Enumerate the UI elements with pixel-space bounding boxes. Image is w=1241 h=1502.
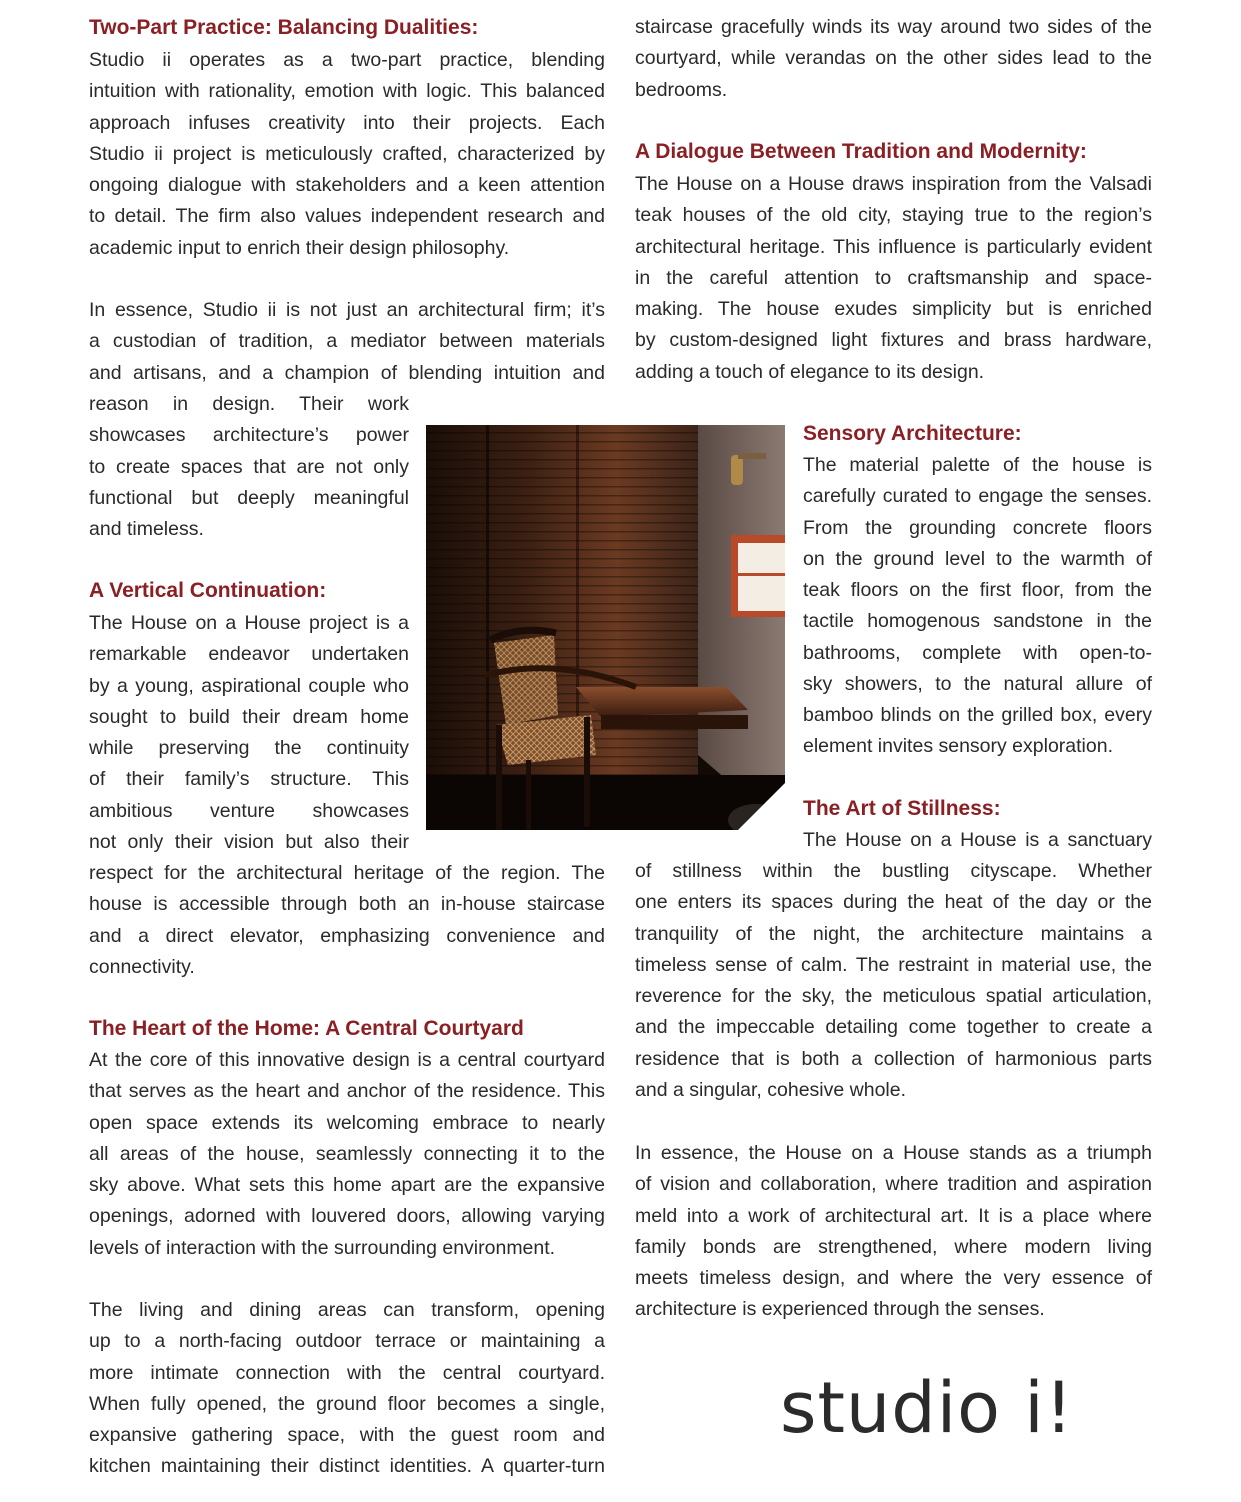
text-line: expansive gathering space, with the guest room and xyxy=(89,1424,605,1446)
text-line: ambitious venture showcases xyxy=(89,799,409,822)
text-line: The House on a House project is a xyxy=(89,612,409,634)
text-line: sought to build their dream home xyxy=(89,705,409,728)
text-line: making. The house exudes simplicity but is enriched xyxy=(635,298,1152,320)
text-line: The living and dining areas can transform, opening xyxy=(89,1299,605,1321)
text-line: house is accessible through both an in-house staircase xyxy=(89,893,605,916)
text-line: element invites sensory exploration. xyxy=(803,735,1113,758)
paragraph-central-courtyard xyxy=(89,1045,605,1264)
text-line: residence that is both a collection of harmonious parts xyxy=(635,1047,1152,1070)
paragraph-essence-house xyxy=(635,1138,1152,1326)
text-line: academic input to enrich their design philosophy. xyxy=(89,236,510,259)
text-line: kitchen maintaining their distinct identities. A quarter-turn xyxy=(89,1455,605,1478)
text-line: sky above. What sets this home apart are the expansive xyxy=(89,1174,605,1196)
text-line: by a young, aspirational couple who xyxy=(89,674,409,697)
paragraph-living-dining xyxy=(89,1295,605,1483)
text-line: carefully curated to engage the senses. xyxy=(803,485,1152,508)
paragraph-two-part-practice xyxy=(89,45,605,264)
text-line: sky showers, to the natural allure of xyxy=(803,672,1152,695)
paragraph-essence-studio-narrow xyxy=(89,389,409,545)
text-line: by custom-designed light fixtures and brass hardware, xyxy=(635,329,1152,352)
text-line: courtyard, while verandas on the other sides lead to the xyxy=(635,47,1152,70)
text-line: and a singular, cohesive whole. xyxy=(635,1078,907,1101)
text-line: architecture is experienced through the senses. xyxy=(635,1298,1045,1321)
text-line: architectural heritage. This influence is particularly evident xyxy=(635,235,1152,258)
text-line: all areas of the house, seamlessly connecting it to the xyxy=(89,1142,605,1165)
text-line: intuition with rationality, emotion with logic. This balanced xyxy=(89,80,605,103)
paragraph-staircase-continued xyxy=(635,12,1152,106)
text-line: staircase gracefully winds its way around two sides of the xyxy=(635,16,1152,38)
heading-sensory-architecture: Sensory Architecture: xyxy=(803,422,1022,445)
paragraph-sensory-architecture xyxy=(803,450,1152,763)
text-line: timeless sense of calm. The restraint in material use, the xyxy=(635,953,1152,976)
text-line: not only their vision but also their xyxy=(89,830,409,853)
text-line: The material palette of the house is xyxy=(803,454,1152,476)
paragraph-vertical-continuation-full xyxy=(89,858,605,983)
text-line: to create spaces that are not only xyxy=(89,455,409,478)
text-line: ongoing dialogue with stakeholders and a keen attention xyxy=(89,174,605,196)
text-line: tactile homogenous sandstone in the xyxy=(803,610,1152,633)
paragraph-essence-studio-full xyxy=(89,295,605,389)
text-line: meld into a work of architectural art. It is a place where xyxy=(635,1204,1152,1227)
text-line: reverence for the sky, the meticulous spatial articulation, xyxy=(635,985,1152,1007)
text-line: and the impeccable detailing come together to create a xyxy=(635,1016,1152,1039)
text-line: a custodian of tradition, a mediator between materials xyxy=(89,330,605,353)
paragraph-vertical-continuation-narrow xyxy=(89,608,409,858)
text-line: bedrooms. xyxy=(635,78,728,101)
paragraph-tradition-modernity xyxy=(635,169,1152,388)
paragraph-art-of-stillness-first-line xyxy=(803,825,1152,856)
text-line: connectivity. xyxy=(89,955,195,978)
text-line: In essence, the House on a House stands as a triumph xyxy=(635,1142,1152,1164)
text-line: bamboo blinds on the grilled box, every xyxy=(803,704,1152,726)
text-line: Studio ii project is meticulously crafted, characterized by xyxy=(89,142,605,165)
text-line: teak houses of the old city, staying true to the region’s xyxy=(635,204,1152,227)
studio-logo: studio i! xyxy=(780,1367,1074,1449)
text-line: on the ground level to the warmth of xyxy=(803,547,1152,570)
text-line: in the careful attention to craftsmanship and space- xyxy=(635,266,1152,289)
text-line: of vision and collaboration, where tradition and aspiration xyxy=(635,1173,1152,1196)
text-line: In essence, Studio ii is not just an architectural firm; it’s xyxy=(89,299,605,321)
text-line: respect for the architectural heritage of the region. The xyxy=(89,862,605,884)
text-line: openings, adorned with louvered doors, allowing varying xyxy=(89,1205,605,1228)
text-line: tranquility of the night, the architecture maintains a xyxy=(635,922,1152,945)
paragraph-art-of-stillness xyxy=(635,856,1152,1106)
heading-art-of-stillness: The Art of Stillness: xyxy=(803,797,1001,820)
heading-central-courtyard: The Heart of the Home: A Central Courtyard xyxy=(89,1017,524,1040)
text-line: meets timeless design, and where the very essence of xyxy=(635,1267,1152,1289)
text-line: and artisans, and a champion of blending intuition and xyxy=(89,361,605,384)
text-line: reason in design. Their work xyxy=(89,393,409,415)
text-line: and a direct elevator, emphasizing convenience and xyxy=(89,924,605,947)
text-line: one enters its spaces during the heat of the day or the xyxy=(635,891,1152,914)
text-line: adding a touch of elegance to its design. xyxy=(635,360,985,383)
text-line: of their family’s structure. This xyxy=(89,768,409,791)
heading-two-part-practice: Two-Part Practice: Balancing Dualities: xyxy=(89,16,479,39)
text-line: family bonds are strengthened, where modern living xyxy=(635,1235,1152,1258)
heading-vertical-continuation: A Vertical Continuation: xyxy=(89,579,327,602)
text-line: to detail. The firm also values independent research and xyxy=(89,205,605,228)
text-line: open space extends its welcoming embrace to nearly xyxy=(89,1111,605,1134)
text-line: The House on a House is a sanctuary xyxy=(803,829,1152,851)
text-line: and timeless. xyxy=(89,518,204,540)
text-line: Studio ii operates as a two-part practice, blending xyxy=(89,49,605,71)
text-line: approach infuses creativity into their projects. Each xyxy=(89,111,605,134)
text-line: of stillness within the bustling cityscape. Whether xyxy=(635,860,1152,882)
text-line: up to a north-facing outdoor terrace or maintaining a xyxy=(89,1330,605,1353)
text-line: showcases architecture’s power xyxy=(89,424,409,447)
text-line: bathrooms, complete with open-to- xyxy=(803,641,1152,664)
text-line: teak floors on the first floor, from the xyxy=(803,579,1152,601)
text-line: functional but deeply meaningful xyxy=(89,486,409,509)
text-line: remarkable endeavor undertaken xyxy=(89,643,409,666)
text-line: more intimate connection with the central courtyard. xyxy=(89,1361,605,1384)
heading-tradition-modernity: A Dialogue Between Tradition and Modernity: xyxy=(635,140,1087,163)
text-line: From the grounding concrete floors xyxy=(803,516,1152,539)
text-line: At the core of this innovative design is a central courtyard xyxy=(89,1049,605,1071)
interior-photo-wooden-desk-chair xyxy=(426,425,785,830)
text-line: levels of interaction with the surrounding environment. xyxy=(89,1236,556,1259)
text-line: that serves as the heart and anchor of the residence. This xyxy=(89,1080,605,1103)
text-line: The House on a House draws inspiration from the Valsadi xyxy=(635,173,1152,195)
text-line: When fully opened, the ground floor becomes a single, xyxy=(89,1392,605,1415)
text-line: while preserving the continuity xyxy=(89,737,409,759)
